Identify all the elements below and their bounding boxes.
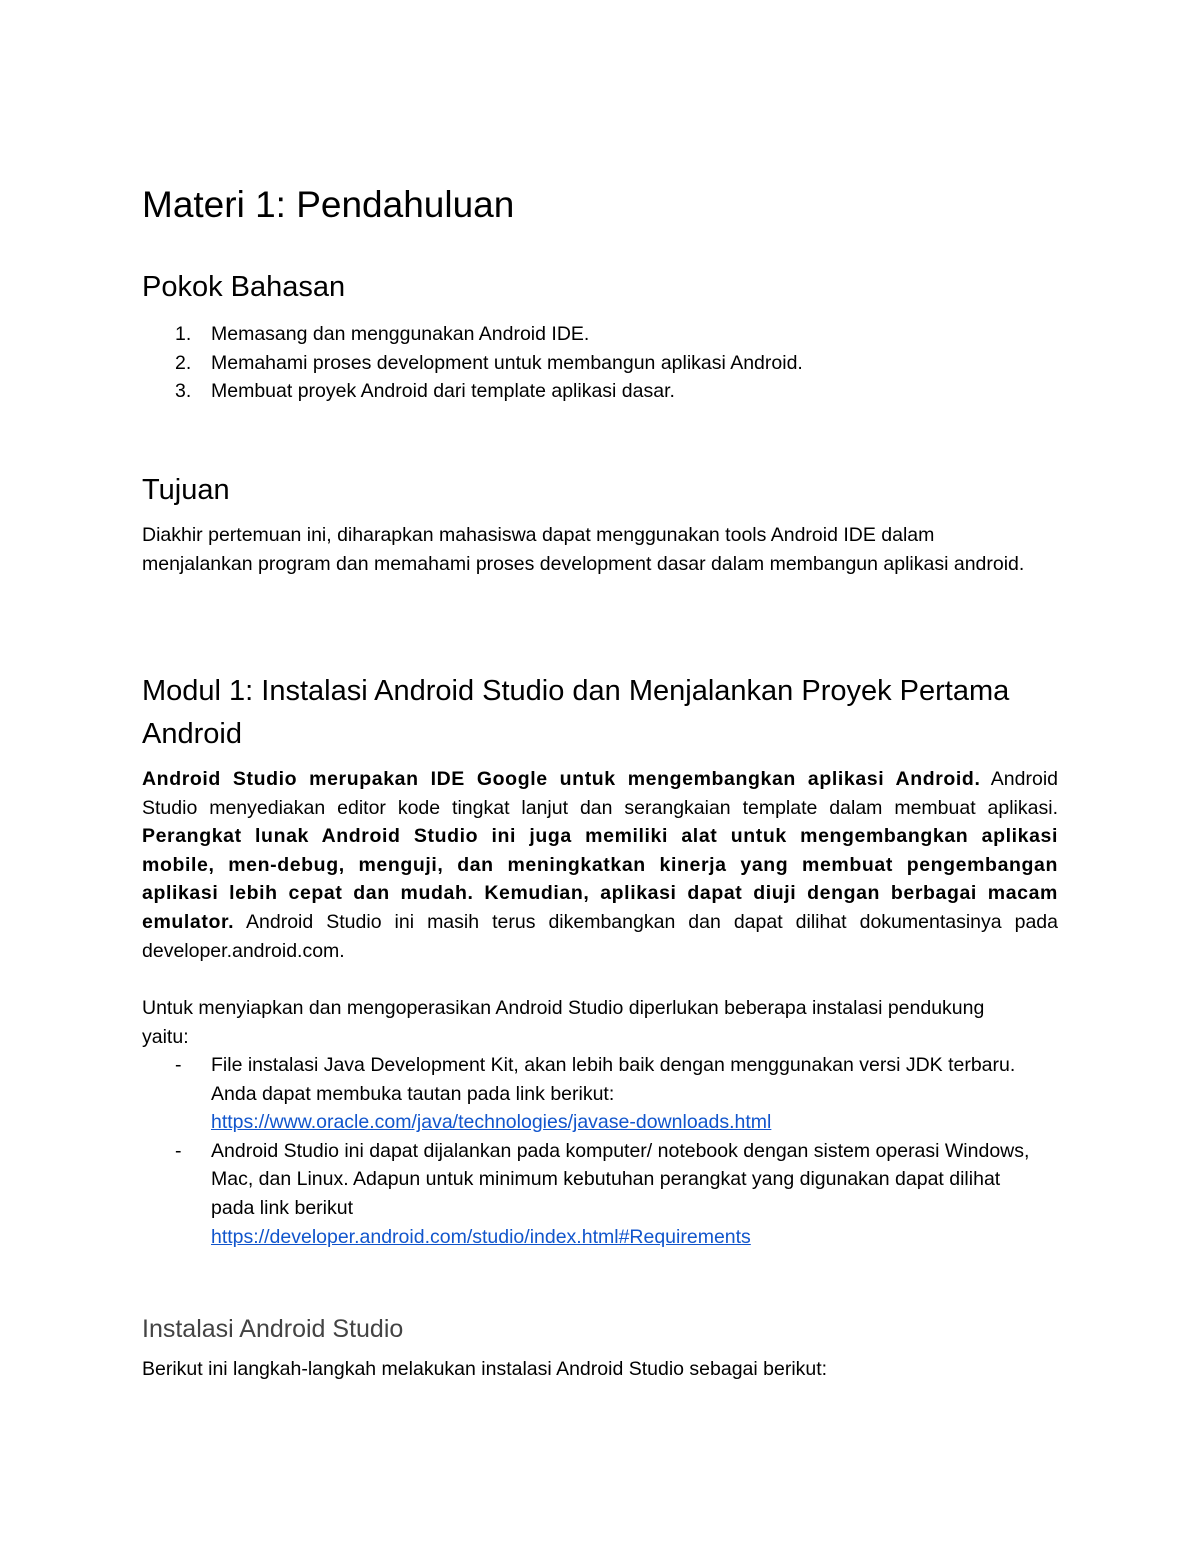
bold-text: Android Studio merupakan IDE Google untuk mengembangkan aplikasi Android.	[142, 768, 981, 790]
jdk-download-link[interactable]: https://www.oracle.com/java/technologies/javase-downloads.html	[211, 1111, 772, 1134]
instalasi-heading: Instalasi Android Studio	[142, 1315, 404, 1343]
list-item: 2. Memahami proses development untuk membangun aplikasi Android.	[175, 351, 803, 374]
requirements-intro: Untuk menyiapkan dan mengoperasikan Android Studio diperlukan beberapa instalasi pendukung yaitu:	[142, 997, 985, 1048]
pokok-bahasan-list	[142, 320, 1058, 406]
tujuan-paragraph: Diakhir pertemuan ini, diharapkan mahasiswa dapat menggunakan tools Android IDE dalam menjalankan program dan memahami proses development dasar dalam membangun aplikasi android.	[142, 524, 1025, 575]
bold-text: Perangkat lunak Android Studio ini juga memiliki alat untuk mengembangkan aplikasi mobile, men-debug, menguji, dan meningkatkan kinerja yang membuat pengembangan aplikasi lebih cepat dan mudah. Kemudian, aplikasi dapat diuji dengan berbagai macam emulator.	[142, 825, 1058, 933]
page-title: Materi 1: Pendahuluan	[142, 184, 515, 225]
modul-heading: Modul 1: Instalasi Android Studio dan Menjalankan Proyek Pertama Android	[142, 675, 1010, 750]
list-item: 1. Memasang dan menggunakan Android IDE.	[175, 323, 590, 345]
pokok-bahasan-heading: Pokok Bahasan	[142, 271, 346, 303]
list-item: 3. Membuat proyek Android dari template aplikasi dasar.	[175, 380, 675, 403]
tujuan-heading: Tujuan	[142, 474, 230, 506]
list-item: - Android Studio ini dapat dijalankan pada komputer/ notebook dengan sistem operasi Windows, Mac, dan Linux. Adapun untuk minimum kebutuhan perangkat yang digunakan dapat dilihat pada link berikut https://developer.android.com/studio/index.html#Requirements	[175, 1139, 1030, 1248]
list-item: - File instalasi Java Development Kit, akan lebih baik dengan menggunakan versi JDK terbaru. Anda dapat membuka tautan pada link berikut: https://www.oracle.com/java/technologies/javase-downloads.html	[175, 1054, 1016, 1134]
android-requirements-link[interactable]: https://developer.android.com/studio/index.html#Requirements	[211, 1225, 751, 1248]
modul-intro-paragraph: Android Studio merupakan IDE Google untuk mengembangkan aplikasi Android. Android Studio menyediakan editor kode tingkat lanjut dan serangkaian template dalam membuat aplikasi. Perangkat lunak Android Studio ini juga memiliki alat untuk mengembangkan aplikasi mobile, men-debug, menguji, dan meningkatkan kinerja yang membuat pengembangan aplikasi lebih cepat dan mudah. Kemudian, aplikasi dapat diuji dengan berbagai macam emulator. Android Studio ini masih terus dikembangkan dan dapat dilihat dokumentasinya pada developer.android.com.	[142, 768, 1058, 962]
requirements-list	[142, 1051, 1058, 1251]
instalasi-paragraph: Berikut ini langkah-langkah melakukan instalasi Android Studio sebagai berikut:	[142, 1358, 828, 1380]
